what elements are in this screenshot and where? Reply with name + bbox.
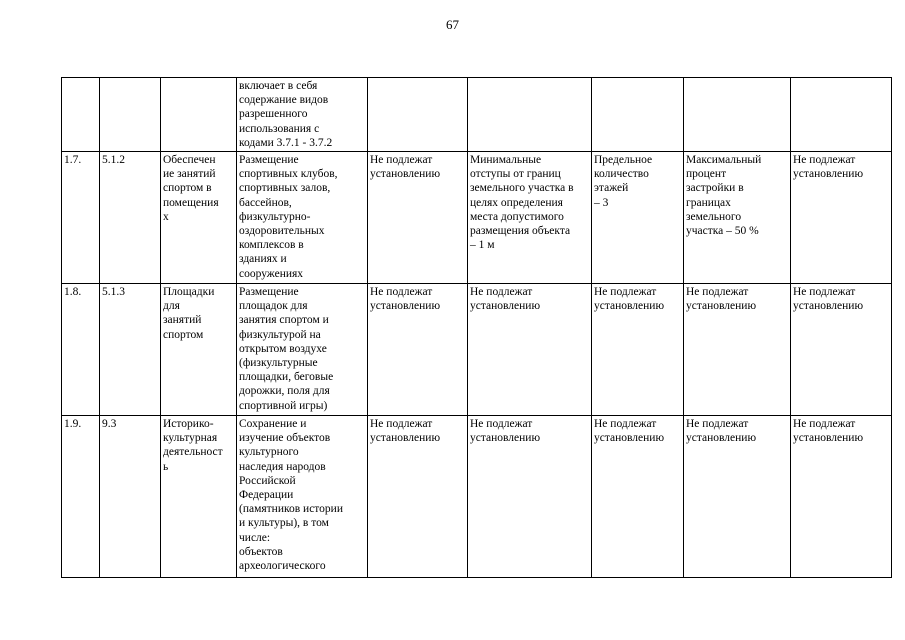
parameter-cell: Не подлежат установлению bbox=[368, 416, 468, 578]
setback-cell bbox=[468, 78, 592, 152]
setback-cell: Не подлежат установлению bbox=[468, 416, 592, 578]
use-name-cell bbox=[161, 78, 237, 152]
parameter-cell: Не подлежат установлению bbox=[368, 152, 468, 284]
other-parameter-cell: Не подлежат установлению bbox=[791, 284, 892, 416]
floors-cell: Не подлежат установлению bbox=[592, 284, 684, 416]
parameter-cell: Не подлежат установлению bbox=[368, 284, 468, 416]
use-code-cell: 5.1.2 bbox=[100, 152, 161, 284]
row-number-cell bbox=[62, 78, 100, 152]
use-description-cell: включает в себя содержание видов разрешенного использования с кодами 3.7.1 - 3.7.2 bbox=[237, 78, 368, 152]
page-number: 67 bbox=[446, 17, 459, 32]
floors-cell bbox=[592, 78, 684, 152]
row-number-cell: 1.9. bbox=[62, 416, 100, 578]
coverage-cell: Не подлежат установлению bbox=[684, 284, 791, 416]
coverage-cell: Максимальный процент застройки в границах земельного участка – 50 % bbox=[684, 152, 791, 284]
use-code-cell: 9.3 bbox=[100, 416, 161, 578]
table-row bbox=[62, 152, 892, 284]
parameter-cell bbox=[368, 78, 468, 152]
row-number-cell: 1.8. bbox=[62, 284, 100, 416]
table-row bbox=[62, 284, 892, 416]
row-number-cell: 1.7. bbox=[62, 152, 100, 284]
table-row bbox=[62, 78, 892, 152]
other-parameter-cell: Не подлежат установлению bbox=[791, 152, 892, 284]
zoning-regulations-table bbox=[61, 77, 892, 578]
use-description-cell: Размещение спортивных клубов, спортивных залов, бассейнов, физкультурно- оздоровительных комплексов в зданиях и сооружениях bbox=[237, 152, 368, 284]
use-name-cell: Обеспечен ие занятий спортом в помещения х bbox=[161, 152, 237, 284]
coverage-cell: Не подлежат установлению bbox=[684, 416, 791, 578]
other-parameter-cell: Не подлежат установлению bbox=[791, 416, 892, 578]
setback-cell: Не подлежат установлению bbox=[468, 284, 592, 416]
other-parameter-cell bbox=[791, 78, 892, 152]
floors-cell: Предельное количество этажей – 3 bbox=[592, 152, 684, 284]
table-row bbox=[62, 416, 892, 578]
coverage-cell bbox=[684, 78, 791, 152]
floors-cell: Не подлежат установлению bbox=[592, 416, 684, 578]
use-name-cell: Историко- культурная деятельност ь bbox=[161, 416, 237, 578]
use-code-cell: 5.1.3 bbox=[100, 284, 161, 416]
setback-cell: Минимальные отступы от границ земельного участка в целях определения места допустимого размещения объекта – 1 м bbox=[468, 152, 592, 284]
use-description-cell: Размещение площадок для занятия спортом и физкультурой на открытом воздухе (физкультурные площадки, беговые дорожки, поля для спортивной игры) bbox=[237, 284, 368, 416]
use-name-cell: Площадки для занятий спортом bbox=[161, 284, 237, 416]
use-code-cell bbox=[100, 78, 161, 152]
use-description-cell: Сохранение и изучение объектов культурного наследия народов Российской Федерации (памятников истории и культуры), в том числе: объектов археологического bbox=[237, 416, 368, 578]
